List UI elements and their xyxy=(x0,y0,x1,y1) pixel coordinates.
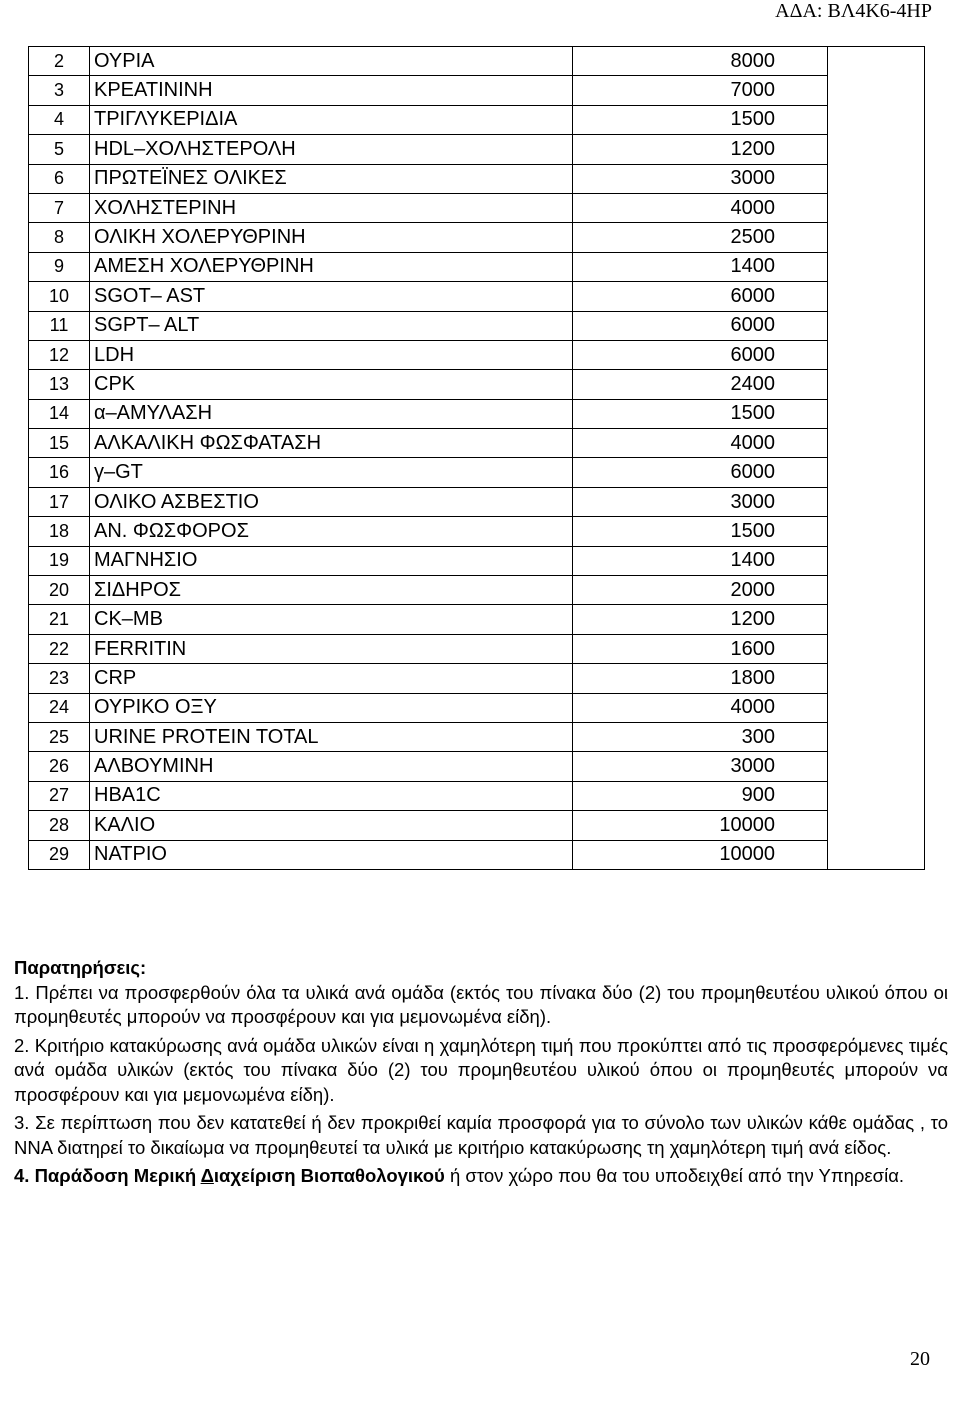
table-row xyxy=(29,517,925,546)
row-number: 8 xyxy=(29,223,90,252)
items-table-body xyxy=(29,47,925,870)
item-quantity-cell xyxy=(573,693,828,722)
item-name: ΣΙΔΗΡΟΣ xyxy=(90,576,573,605)
item-quantity: 10000 xyxy=(719,813,775,836)
row-number: 17 xyxy=(29,487,90,516)
row-number: 9 xyxy=(29,252,90,281)
item-quantity-cell xyxy=(573,722,828,751)
item-name: γ–GT xyxy=(90,458,573,487)
item-quantity-cell xyxy=(573,370,828,399)
notes-section xyxy=(14,956,948,1193)
item-name: ΜΑΓΝΗΣΙΟ xyxy=(90,546,573,575)
row-number: 22 xyxy=(29,634,90,663)
item-quantity-cell xyxy=(573,664,828,693)
table-row xyxy=(29,693,925,722)
table-row xyxy=(29,223,925,252)
item-quantity-cell xyxy=(573,340,828,369)
note-4-bold-pre: 4. Παράδοση Μερική xyxy=(14,1165,201,1186)
item-name: ΟΥΡΙΑ xyxy=(90,47,573,76)
row-number: 12 xyxy=(29,340,90,369)
item-quantity-cell xyxy=(573,105,828,134)
row-number: 23 xyxy=(29,664,90,693)
item-quantity-cell xyxy=(573,634,828,663)
table-row xyxy=(29,811,925,840)
item-quantity: 1500 xyxy=(730,108,775,131)
row-number: 28 xyxy=(29,811,90,840)
item-name: ΑΝ. ΦΩΣΦΟΡΟΣ xyxy=(90,517,573,546)
item-name: ΑΜΕΣΗ ΧΟΛΕΡΥΘΡΙΝΗ xyxy=(90,252,573,281)
item-quantity: 2400 xyxy=(730,372,775,395)
item-quantity-cell xyxy=(573,135,828,164)
empty-column xyxy=(828,47,925,870)
row-number: 4 xyxy=(29,105,90,134)
table-row xyxy=(29,634,925,663)
item-name: ΟΛΙΚΟ ΑΣΒΕΣΤΙΟ xyxy=(90,487,573,516)
item-name: α–ΑΜΥΛΑΣΗ xyxy=(90,399,573,428)
row-number: 18 xyxy=(29,517,90,546)
row-number: 3 xyxy=(29,76,90,105)
item-quantity-cell xyxy=(573,47,828,76)
table-row xyxy=(29,252,925,281)
table-row xyxy=(29,664,925,693)
note-4-bold-underlined: Δ xyxy=(200,1165,214,1186)
item-name: ΑΛΚΑΛΙΚΗ ΦΩΣΦΑΤΑΣΗ xyxy=(90,429,573,458)
table-row xyxy=(29,487,925,516)
row-number: 2 xyxy=(29,47,90,76)
item-name: ΚΡΕΑΤΙΝΙΝΗ xyxy=(90,76,573,105)
table-row xyxy=(29,722,925,751)
table-row xyxy=(29,340,925,369)
table-row xyxy=(29,193,925,222)
item-quantity: 8000 xyxy=(730,49,775,72)
note-3: 3. Σε περίπτωση που δεν κατατεθεί ή δεν προκριθεί καμία προσφορά για το σύνολο των υλικών κάθε ομάδας , το ΝΝΑ διατηρεί το δικαίωμα να προμηθευτεί τα υλικά με κριτήριο κατακύρωσης τη χαμηλότερη τιμή ανά είδος. xyxy=(14,1112,948,1158)
item-quantity: 6000 xyxy=(730,461,775,484)
row-number: 19 xyxy=(29,546,90,575)
item-name: HBA1C xyxy=(90,781,573,810)
item-quantity: 900 xyxy=(741,784,775,807)
item-quantity: 6000 xyxy=(730,284,775,307)
item-quantity-cell xyxy=(573,399,828,428)
row-number: 5 xyxy=(29,135,90,164)
item-name: ΟΛΙΚΗ ΧΟΛΕΡΥΘΡΙΝΗ xyxy=(90,223,573,252)
item-quantity-cell xyxy=(573,193,828,222)
row-number: 21 xyxy=(29,605,90,634)
row-number: 16 xyxy=(29,458,90,487)
item-name: SGPT– ALT xyxy=(90,311,573,340)
notes-heading: Παρατηρήσεις: xyxy=(14,957,147,978)
row-number: 10 xyxy=(29,282,90,311)
row-number: 6 xyxy=(29,164,90,193)
item-name: CRP xyxy=(90,664,573,693)
table-row xyxy=(29,781,925,810)
item-quantity-cell xyxy=(573,487,828,516)
table-row xyxy=(29,840,925,869)
item-quantity-cell xyxy=(573,576,828,605)
table-row xyxy=(29,458,925,487)
table-row xyxy=(29,135,925,164)
item-quantity: 10000 xyxy=(719,843,775,866)
item-quantity: 2000 xyxy=(730,578,775,601)
item-quantity: 6000 xyxy=(730,343,775,366)
table-row xyxy=(29,311,925,340)
item-quantity-cell xyxy=(573,282,828,311)
item-name: ΑΛΒΟΥΜΙΝΗ xyxy=(90,752,573,781)
ada-header: ΑΔΑ: ΒΛ4Κ6-4ΗΡ xyxy=(775,0,932,22)
item-quantity-cell xyxy=(573,840,828,869)
item-quantity: 1800 xyxy=(730,666,775,689)
item-quantity-cell xyxy=(573,252,828,281)
table-row xyxy=(29,399,925,428)
item-quantity: 1200 xyxy=(730,137,775,160)
item-quantity-cell xyxy=(573,164,828,193)
note-4 xyxy=(14,1164,948,1189)
row-number: 25 xyxy=(29,722,90,751)
table-row xyxy=(29,429,925,458)
item-quantity: 4000 xyxy=(730,431,775,454)
item-name: CK–MB xyxy=(90,605,573,634)
table-row xyxy=(29,546,925,575)
row-number: 24 xyxy=(29,693,90,722)
item-quantity: 300 xyxy=(741,725,775,748)
item-name: ΧΟΛΗΣΤΕΡΙΝΗ xyxy=(90,193,573,222)
item-quantity: 1400 xyxy=(730,549,775,572)
item-name: CPK xyxy=(90,370,573,399)
table-row xyxy=(29,370,925,399)
item-name: ΠΡΩΤΕΪΝΕΣ ΟΛΙΚΕΣ xyxy=(90,164,573,193)
item-quantity: 1200 xyxy=(730,608,775,631)
item-quantity-cell xyxy=(573,458,828,487)
item-name: ΤΡΙΓΛΥΚΕΡΙΔΙΑ xyxy=(90,105,573,134)
item-quantity-cell xyxy=(573,781,828,810)
item-quantity-cell xyxy=(573,223,828,252)
item-quantity: 1600 xyxy=(730,637,775,660)
item-quantity: 6000 xyxy=(730,314,775,337)
table-row xyxy=(29,282,925,311)
item-name: ΚΑΛΙΟ xyxy=(90,811,573,840)
note-4-rest: ή στον χώρο που θα του υποδειχθεί από την Υπηρεσία. xyxy=(444,1165,905,1186)
table-row xyxy=(29,76,925,105)
table-row xyxy=(29,752,925,781)
row-number: 7 xyxy=(29,193,90,222)
item-name: ΟΥΡΙΚΟ ΟΞΥ xyxy=(90,693,573,722)
note-2: 2. Κριτήριο κατακύρωσης ανά ομάδα υλικών είναι η χαμηλότερη τιμή που προκύπτει από τις προσφερόμενες τιμές ανά ομάδα υλικών (εκτός του πίνακα δύο (2) του προμηθευτέου υλικού όπου οι προμηθευτές μπορούν να προσφέρουν και για μεμονωμένα είδη). xyxy=(14,1034,948,1105)
item-quantity-cell xyxy=(573,546,828,575)
item-quantity: 3000 xyxy=(730,490,775,513)
note-4-bold xyxy=(14,1165,445,1186)
row-number: 15 xyxy=(29,429,90,458)
item-name: ΝΑΤΡΙΟ xyxy=(90,840,573,869)
note-1: 1. Πρέπει να προσφερθούν όλα τα υλικά ανά ομάδα (εκτός του πίνακα δύο (2) του προμηθευτέου υλικού όπου οι προμηθευτές μπορούν να προσφέρουν και για μεμονωμένα είδη). xyxy=(14,981,948,1027)
item-quantity-cell xyxy=(573,811,828,840)
item-quantity-cell xyxy=(573,76,828,105)
table-row xyxy=(29,576,925,605)
item-quantity: 2500 xyxy=(730,226,775,249)
item-name: URINE PROTEIN TOTAL xyxy=(90,722,573,751)
items-table xyxy=(28,46,925,870)
item-name: LDH xyxy=(90,340,573,369)
table-row xyxy=(29,47,925,76)
table-row xyxy=(29,105,925,134)
row-number: 20 xyxy=(29,576,90,605)
item-quantity-cell xyxy=(573,752,828,781)
item-quantity: 1400 xyxy=(730,255,775,278)
item-quantity-cell xyxy=(573,605,828,634)
row-number: 14 xyxy=(29,399,90,428)
item-quantity: 4000 xyxy=(730,196,775,219)
item-quantity: 1500 xyxy=(730,402,775,425)
item-name: HDL–ΧΟΛΗΣΤΕΡΟΛΗ xyxy=(90,135,573,164)
table-row xyxy=(29,605,925,634)
row-number: 26 xyxy=(29,752,90,781)
item-quantity-cell xyxy=(573,311,828,340)
item-quantity: 3000 xyxy=(730,167,775,190)
row-number: 11 xyxy=(29,311,90,340)
item-name: SGOT– AST xyxy=(90,282,573,311)
row-number: 27 xyxy=(29,781,90,810)
table-row xyxy=(29,164,925,193)
item-quantity-cell xyxy=(573,429,828,458)
note-4-bold-post: ιαχείριση Βιοπαθολογικού xyxy=(213,1165,445,1186)
item-quantity-cell xyxy=(573,517,828,546)
item-quantity: 1500 xyxy=(730,519,775,542)
item-quantity: 4000 xyxy=(730,696,775,719)
page-number: 20 xyxy=(910,1348,930,1370)
row-number: 13 xyxy=(29,370,90,399)
item-name: FERRITIN xyxy=(90,634,573,663)
item-quantity: 7000 xyxy=(730,79,775,102)
row-number: 29 xyxy=(29,840,90,869)
item-quantity: 3000 xyxy=(730,755,775,778)
